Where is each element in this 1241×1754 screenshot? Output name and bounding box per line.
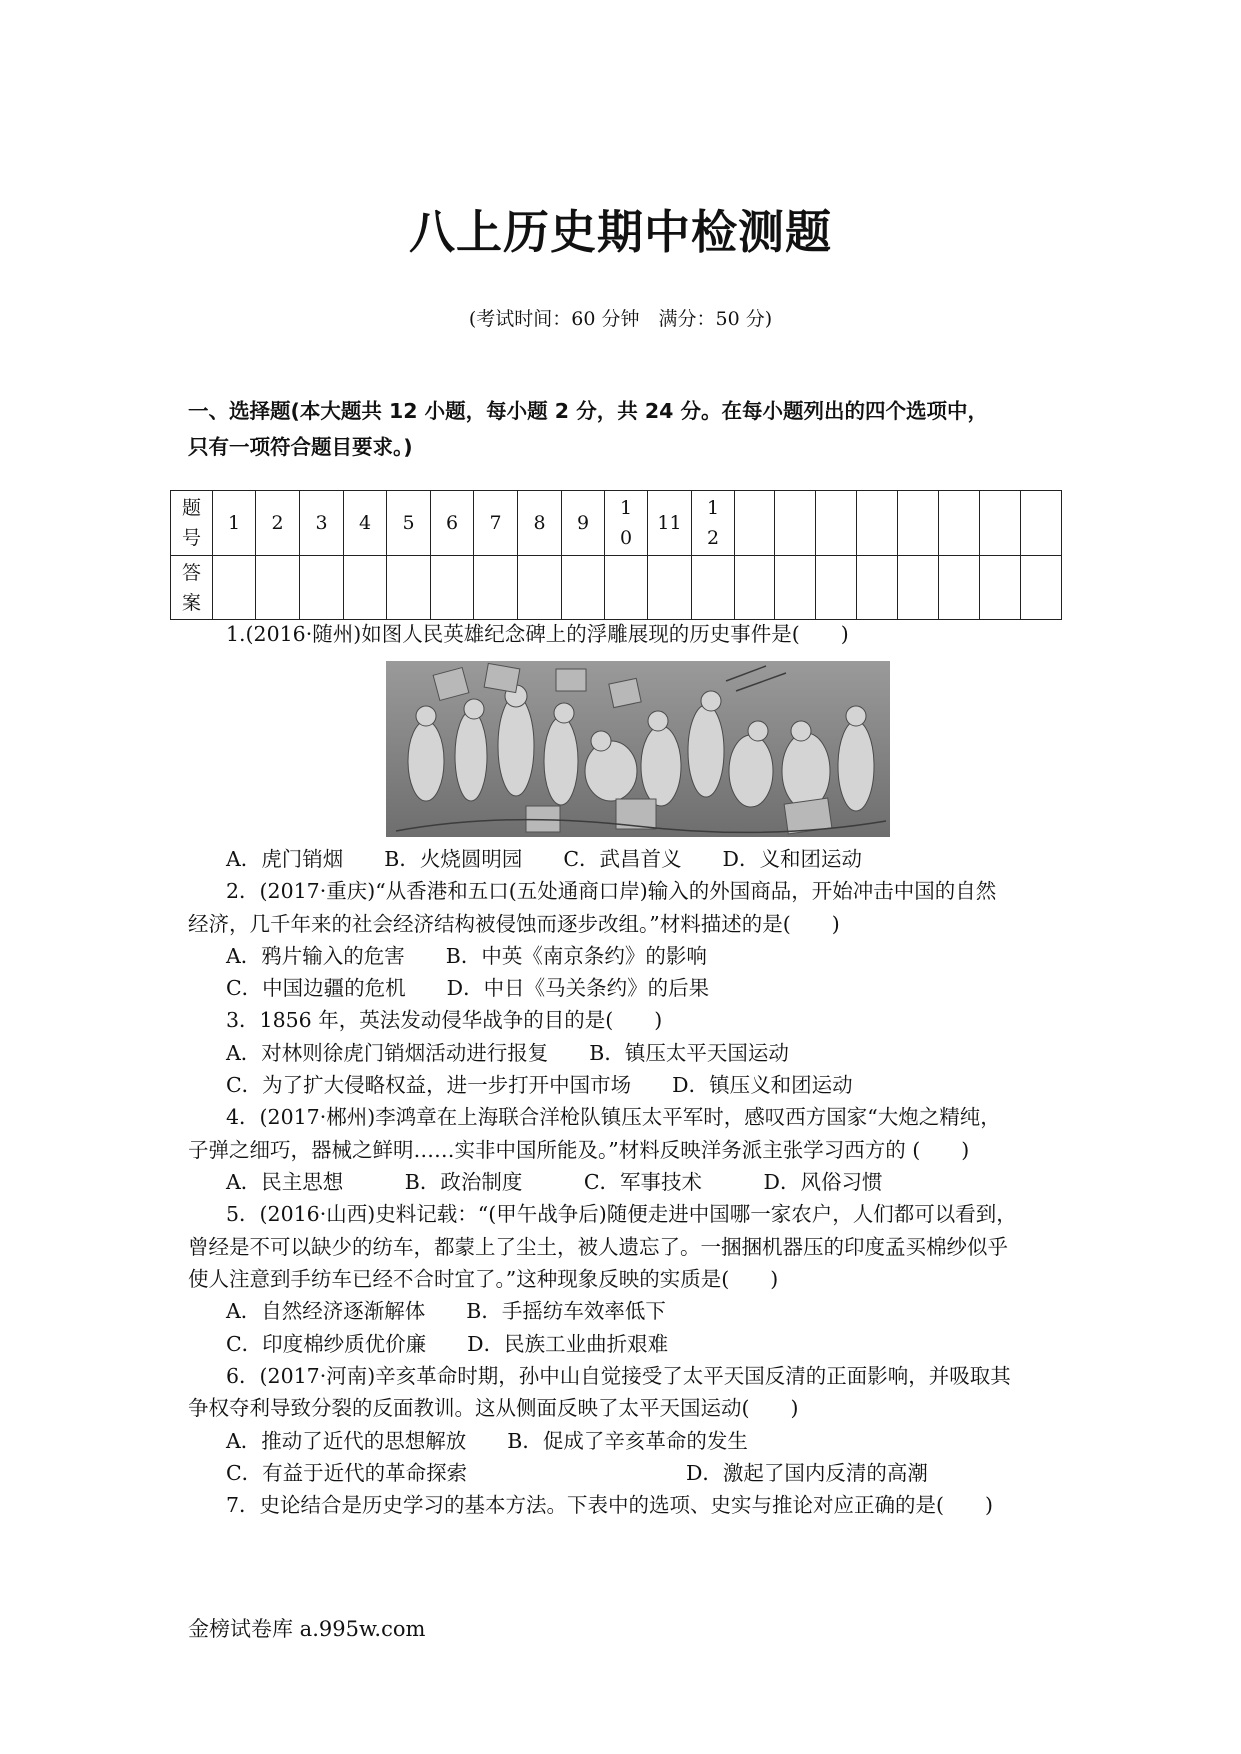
question-number-part: 1 — [619, 497, 633, 519]
question-3-options-1: A．对林则徐虎门销烟活动进行报复 B．镇压太平天国运动 — [226, 1041, 789, 1065]
question-3-options-2: C．为了扩大侵略权益，进一步打开中国市场 D．镇压义和团运动 — [226, 1073, 853, 1097]
header-char: 答 — [181, 561, 201, 584]
question-number-cell: 3 — [300, 491, 344, 556]
question-6-option-c: C．有益于近代的革命探索 — [226, 1461, 468, 1485]
answer-cell[interactable] — [562, 556, 605, 620]
question-number-cell — [939, 491, 980, 556]
question-5-stem-cont: 曾经是不可以缺少的纺车，都蒙上了尘土，被人遗忘了。一捆捆机器压的印度孟买棉纱似乎 — [188, 1235, 1008, 1259]
question-number-cell: 6 — [431, 491, 474, 556]
question-number-cell: 4 — [344, 491, 387, 556]
question-6-options-1: A．推动了近代的思想解放 B．促成了辛亥革命的发生 — [226, 1429, 748, 1453]
answer-cell[interactable] — [518, 556, 562, 620]
question-number-cell — [775, 491, 816, 556]
answer-cell[interactable] — [692, 556, 735, 620]
question-number-part: 1 — [706, 497, 720, 519]
header-char: 号 — [181, 527, 201, 549]
question-number-cell — [605, 491, 648, 556]
question-4-stem: 4．(2017·郴州)李鸿章在上海联合洋枪队镇压太平军时，感叹西方国家“大炮之精纯， — [226, 1105, 1001, 1129]
question-3-stem: 3．1856 年，英法发动侵华战争的目的是( ) — [226, 1008, 663, 1032]
question-4-stem-cont: 子弹之细巧，器械之鲜明……实非中国所能及。”材料反映洋务派主张学习西方的 ( ) — [188, 1138, 970, 1162]
question-number-cell: 2 — [256, 491, 300, 556]
question-number-cell — [898, 491, 939, 556]
question-number-cell — [1021, 491, 1062, 556]
question-number-cell: 9 — [562, 491, 605, 556]
question-number-cell — [980, 491, 1021, 556]
question-6-stem: 6．(2017·河南)辛亥革命时期，孙中山自觉接受了太平天国反清的正面影响，并吸取其 — [226, 1364, 1011, 1388]
header-char: 题 — [181, 497, 201, 519]
exam-info: (考试时间：60 分钟 满分：50 分) — [468, 308, 773, 330]
question-5-stem: 5．(2016·山西)史料记载：“(甲午战争后)随便走进中国哪一家农户，人们都可以看到， — [226, 1202, 1017, 1226]
question-2-stem: 2．(2017·重庆)“从香港和五口(五处通商口岸)输入的外国商品，开始冲击中国的自然 — [226, 879, 997, 903]
answer-cell[interactable] — [980, 556, 1021, 620]
header-char: 案 — [181, 591, 201, 614]
question-6-option-d: D．激起了国内反清的高潮 — [686, 1461, 928, 1485]
section-heading-cont: 只有一项符合题目要求。) — [188, 435, 413, 459]
question-number-cell — [692, 491, 735, 556]
question-6-stem-cont: 争权夺利导致分裂的反面教训。这从侧面反映了太平天国运动( ) — [188, 1396, 799, 1420]
question-5-options-1: A．自然经济逐渐解体 B．手摇纺车效率低下 — [226, 1299, 666, 1323]
question-1-options: A．虎门销烟 B．火烧圆明园 C．武昌首义 D．义和团运动 — [226, 847, 862, 871]
question-5-options-2: C．印度棉纱质优价廉 D．民族工业曲折艰难 — [226, 1332, 669, 1356]
question-number-cell — [857, 491, 898, 556]
row-header-answer — [171, 556, 213, 620]
answer-cell[interactable] — [256, 556, 300, 620]
question-5-stem-cont2: 使人注意到手纺车已经不合时宜了。”这种现象反映的实质是( ) — [188, 1267, 779, 1291]
answer-cell[interactable] — [474, 556, 518, 620]
question-7-stem: 7．史论结合是历史学习的基本方法。下表中的选项、史实与推论对应正确的是( ) — [226, 1493, 994, 1517]
question-number-cell: 5 — [387, 491, 431, 556]
question-1-stem: 1.(2016·随州)如图人民英雄纪念碑上的浮雕展现的历史事件是( ) — [226, 622, 849, 646]
answer-cell[interactable] — [816, 556, 857, 620]
footer-source: 金榜试卷库 a.995w.com — [188, 1617, 426, 1641]
page-title: 八上历史期中检测题 — [409, 205, 832, 259]
answer-cell[interactable] — [1021, 556, 1062, 620]
answer-cell[interactable] — [387, 556, 431, 620]
section-heading: 一、选择题(本大题共 12 小题，每小题 2 分，共 24 分。在每小题列出的四个选项中， — [188, 399, 989, 423]
answer-cell[interactable] — [939, 556, 980, 620]
answer-cell[interactable] — [431, 556, 474, 620]
answer-cell[interactable] — [898, 556, 939, 620]
answer-cell[interactable] — [213, 556, 256, 620]
answer-cell[interactable] — [775, 556, 816, 620]
question-number-part: 2 — [706, 527, 720, 549]
question-number-cell — [735, 491, 775, 556]
question-2-options-2: C．中国边疆的危机 D．中日《马关条约》的后果 — [226, 976, 710, 1000]
question-number-cell: 11 — [648, 491, 692, 556]
answer-cell[interactable] — [300, 556, 344, 620]
answer-cell[interactable] — [857, 556, 898, 620]
question-2-options-1: A．鸦片输入的危害 B．中英《南京条约》的影响 — [226, 944, 707, 968]
answer-cell[interactable] — [344, 556, 387, 620]
answer-cell[interactable] — [605, 556, 648, 620]
answer-cell[interactable] — [735, 556, 775, 620]
answer-cell[interactable] — [648, 556, 692, 620]
answer-table — [170, 490, 1062, 620]
question-number-cell — [816, 491, 857, 556]
question-number-cell: 7 — [474, 491, 518, 556]
question-number-part: 0 — [619, 527, 633, 549]
relief-sculpture-image — [386, 661, 890, 837]
question-number-cell: 1 — [213, 491, 256, 556]
question-4-options: A．民主思想 B．政治制度 C．军事技术 D．风俗习惯 — [226, 1170, 883, 1194]
row-header-number — [171, 491, 213, 556]
question-2-stem-cont: 经济，几千年来的社会经济结构被侵蚀而逐步改组。”材料描述的是( ) — [188, 912, 840, 936]
question-number-cell: 8 — [518, 491, 562, 556]
